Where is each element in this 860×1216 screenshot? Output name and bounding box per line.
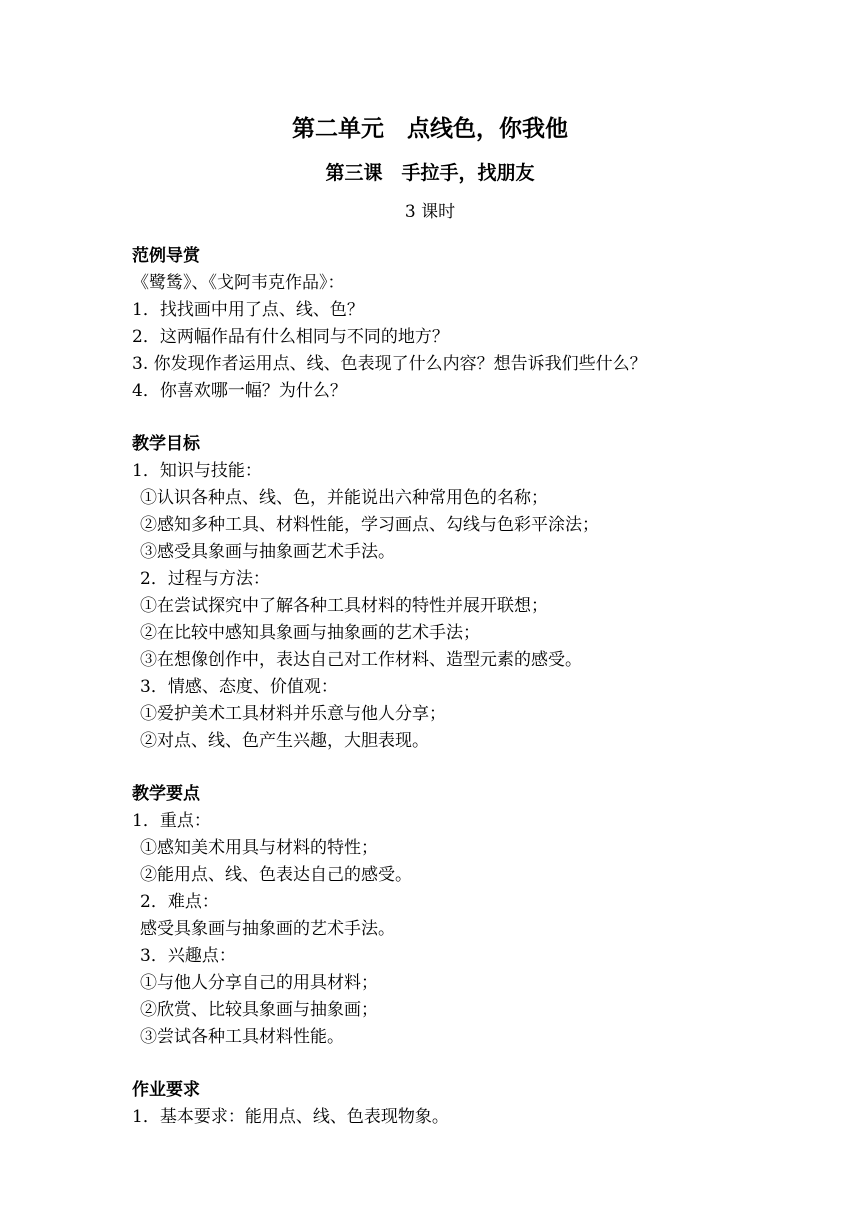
- keypoints-line: ③尝试各种工具材料性能。: [140, 1027, 344, 1047]
- keypoints-line: ②能用点、线、色表达自己的感受。: [140, 865, 412, 885]
- section-gap: [132, 755, 832, 781]
- keypoints-line: 感受具象画与抽象画的艺术手法。: [140, 919, 395, 939]
- goals-line: ②对点、线、色产生兴趣，大胆表现。: [140, 731, 429, 751]
- section-heading-goals: 教学目标: [132, 434, 200, 454]
- homework-line: 1．基本要求：能用点、线、色表现物象。: [132, 1107, 449, 1127]
- goals-line: ①在尝试探究中了解各种工具材料的特性并展开联想；: [140, 596, 548, 616]
- examples-line: 1．找找画中用了点、线、色？: [132, 300, 364, 320]
- keypoints-line: 2．难点：: [140, 892, 219, 912]
- goals-line: ①爱护美术工具材料并乐意与他人分享；: [140, 704, 446, 724]
- goals-line: ③感受具象画与抽象画艺术手法。: [140, 542, 395, 562]
- goals-line: ②感知多种工具、材料性能，学习画点、勾线与色彩平涂法；: [140, 515, 599, 535]
- section-gap: [132, 405, 832, 431]
- section-heading-examples: 范例导赏: [132, 246, 200, 266]
- unit-title: 第二单元 点线色，你我他: [292, 116, 568, 142]
- lesson-title: 第三课 手拉手，找朋友: [325, 162, 535, 184]
- goals-line: 1．知识与技能：: [132, 461, 262, 481]
- keypoints-line: ①与他人分享自己的用具材料；: [140, 973, 378, 993]
- examples-line: 《鹭鸶》、《戈阿韦克作品》：: [132, 273, 345, 293]
- keypoints-line: 1．重点：: [132, 811, 211, 831]
- section-gap: [132, 1051, 832, 1077]
- goals-line: 3．情感、态度、价值观：: [140, 677, 338, 697]
- keypoints-line: 3．兴趣点：: [140, 946, 236, 966]
- document-body: [132, 243, 832, 1131]
- section-heading-homework: 作业要求: [132, 1080, 200, 1100]
- keypoints-line: ①感知美术用具与材料的特性；: [140, 838, 378, 858]
- goals-line: ②在比较中感知具象画与抽象画的艺术手法；: [140, 623, 480, 643]
- examples-line: 2．这两幅作品有什么相同与不同的地方？: [132, 327, 449, 347]
- examples-line: 4．你喜欢哪一幅？为什么？: [132, 381, 347, 401]
- goals-line: ①认识各种点、线、色，并能说出六种常用色的名称；: [140, 488, 548, 508]
- section-heading-keypoints: 教学要点: [132, 784, 200, 804]
- keypoints-line: ②欣赏、比较具象画与抽象画；: [140, 1000, 378, 1020]
- examples-line: 3. 你发现作者运用点、线、色表现了什么内容？想告诉我们些什么？: [132, 354, 647, 374]
- goals-line: 2．过程与方法：: [140, 569, 270, 589]
- goals-line: ③在想像创作中，表达自己对工作材料、造型元素的感受。: [140, 650, 582, 670]
- lesson-hours: 3 课时: [404, 202, 456, 222]
